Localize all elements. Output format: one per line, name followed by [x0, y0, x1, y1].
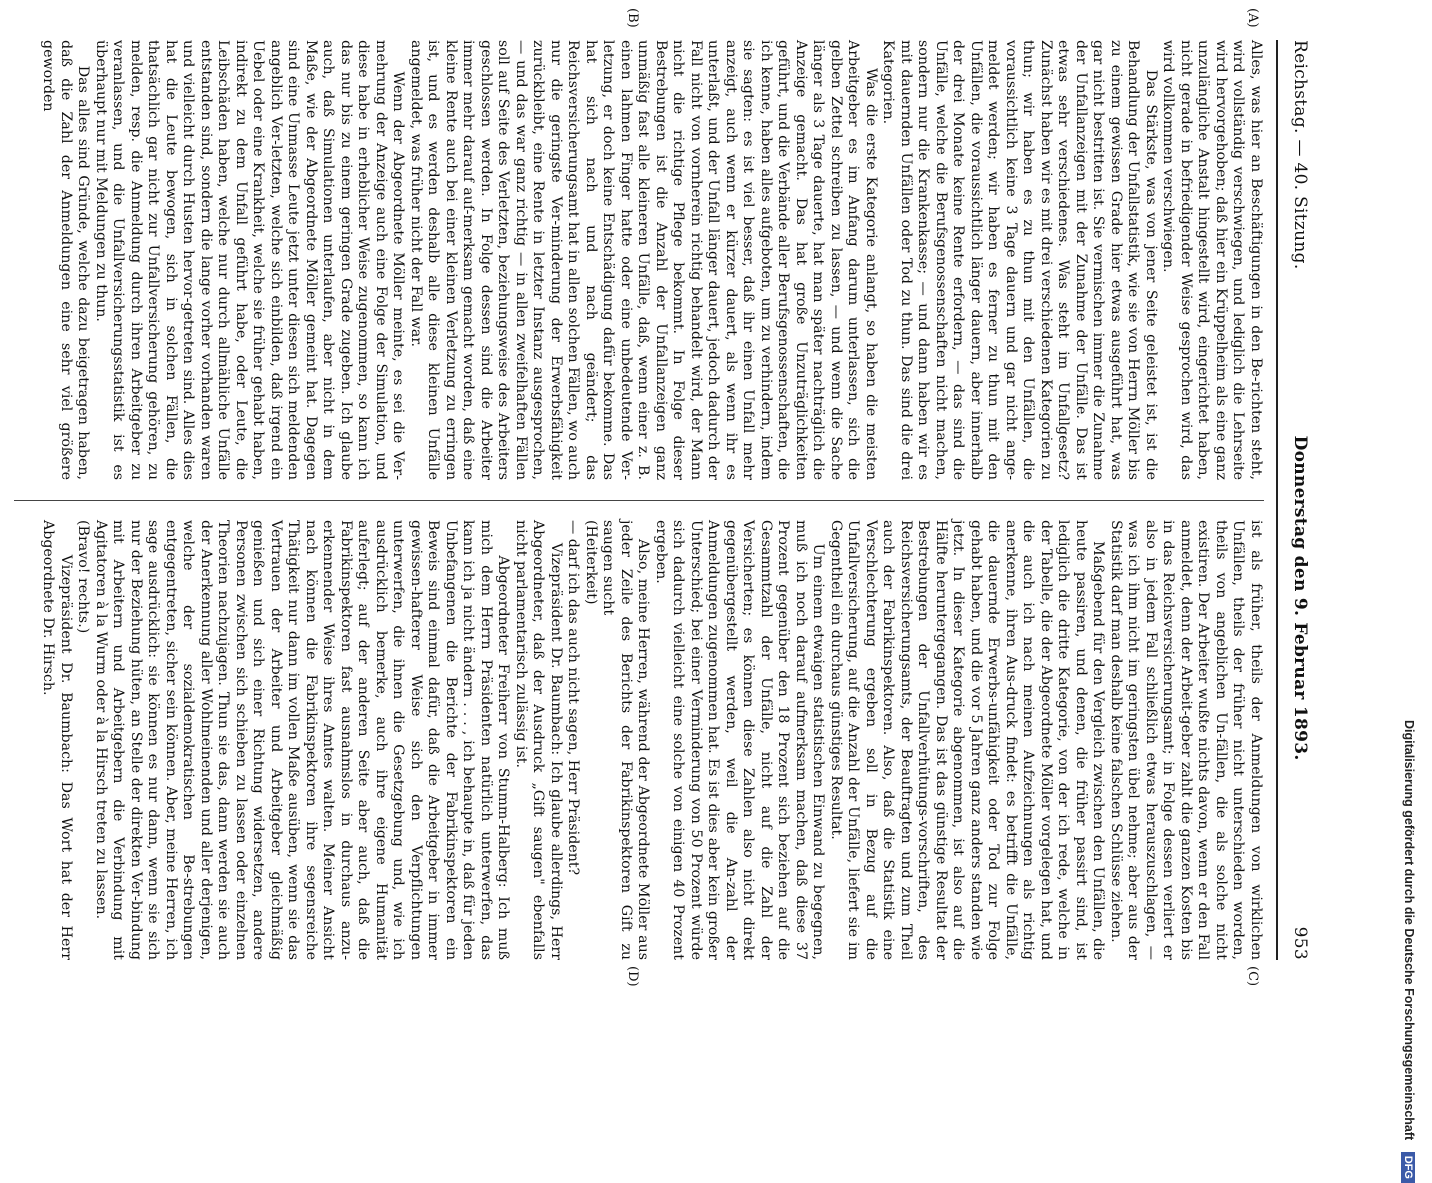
header-rule: [1276, 40, 1278, 960]
page-header: [1280, 40, 1320, 960]
margin-mark-b: (B): [625, 8, 640, 28]
margin-mark-d: (D): [625, 966, 640, 987]
dfg-badge: DFG: [1401, 1152, 1415, 1183]
left-column-text: Alles, was hier an Beschäftigungen in den Be-richten steht, wird vollständig verschwiegen, und lediglich die Lehrseite wird hervorgehoben; daß hier ein Krüppelheim als eine ganz unzulängliche Anstalt hingestellt wird, eingerichtet haben, nicht gerade in befriedigender Weise gesprochen wird, das wird vollkommen verschwiegen. Das Stärkste, was von jener Seite geleistet ist, ist die Behandlung der Unfallstatistik, wie sie von Herrn Möller bis zu einem gewissen Grade hier etwas ausgeführt hat, was gar nicht bestritten ist. Sie vermischen immer die Zunahme der Unfallanzeigen mit der Zunahme der Unfälle. Das ist etwas sehr verschiedenes. Was steht im Unfallgesetz? Zunächst haben wir es mit drei verschiedenen Kategorien zu thun; wir haben es zu thun mit den Unfällen, die voraussichtlich keine 3 Tage dauern und gar nicht ange-meldet werden; wir haben es ferner zu thun mit den Unfällen, die voraussichtlich länger dauern, aber innerhalb der drei Monate keine Rente erfordern, — das sind die Unfälle, welche die Berufsgenossenschaften nicht machen, sondern nur die Krankenkasse; — und dann haben wir es mit dauernden Unfällen oder Tod zu thun. Das sind die drei Kategorien. Was die erste Kategorie anlangt, so haben die meisten Arbeitgeber es im Anfang darum unterlassen, sich die gelben Zettel schreiben zu lassen, — und wenn die Sache länger als 3 Tage dauerte, hat man später nachträglich die Anzeige gemacht. Das hat große Unzuträglichkeiten geführt, und die Verbände aller Berufsgenossenschaften, die ich kenne, haben alles aufgeboten, um zu verhindern, indem sie sagten: es ist viel besser, daß ihr einen Unfall mehr anzeigt, auch wenn er kürzer dauert, als wenn ihr es unterlaßt, und der Unfall länger dauert, jedoch dadurch der Fall nicht von vornherein richtig behandelt wird, der Mann nicht die richtige Pflege bekommt. In Folge dieser Bestrebungen ist die Anzahl der Unfallanzeigen ganz unmäßig fast alle kleineren Unfälle, daß, wenn einer z. B. einen lahmen Finger hatte oder eine unbedeutende Ver-letzung, er doch keine Entschädigung dafür bekomme. Das hat sich nach und nach geändert; das Reichsversicherungsamt hat in allen solchen Fällen, wo auch nur die geringste Ver-minderung der Erwerbsfähigkeit zurückbleibt, eine Rente in letzter Instanz ausgesprochen, — und das war ganz richtig — in allen zweifelhaften Fällen soll auf Seite des Verletzten, beziehungsweise des Arbeiters geschlossen werden. In Folge dessen sind die Arbeiter immer mehr darauf auf-merksam gemacht worden, daß eine kleine Rente auch bei einer kleinen Verletzung zu erringen ist, und es werden deshalb alle diese kleinen Unfälle angemeldet, was früher nicht der Fall war. Wenn der Abgeordnete Möller meinte, es sei die Ver-mehrung der Anzeige auch eine Folge der Simulation, und diese habe in erheblicher Weise zugenommen, so kann ich das nur bis zu einem geringen Grade zugeben. Ich glaube auch, daß Simulationen unterlaufen, aber nicht in dem Maße, wie der Abgeordnete Möller gemeint hat. Dagegen sind eine Unmasse Leute jetzt unter diesen sich meldenden angeblich Ver-letzten, welche sich einbilden, daß irgend ein Uebel oder eine Krankheit, welche sie früher gehabt haben, indirekt zu dem Unfall geführt habe, oder Leute, die Leibschäden haben, welche nur durch allmähliche Unfälle entstanden sind, sondern die lange vorher vorhanden waren und vielleicht durch Husten hervor-getreten sind. Alles dies hat die Leute bewogen, sich in solchen Fällen, die thatsächlich gar nicht zur Unfallversicherung gehören, zu melden, resp. die Anmeldung durch ihren Arbeitgeber zu veranlassen, und die Unfallversicherungsstatistik ist es überhaupt nur mit Meldungen zu thun. Das alles sind Gründe, welche dazu beigetragen haben, daß die Zahl der Anmeldungen eine sehr viel größere geworden: [40, 40, 1264, 480]
page-number: 953: [1290, 926, 1310, 960]
digitization-credit: [1400, 20, 1432, 1179]
column-divider: [14, 500, 1264, 501]
header-date: Donnerstag den 9. Februar 1893.: [1290, 435, 1310, 761]
credit-text: Digitalisierung gefördert durch die Deutsche Forschungsgemeinschaft: [1402, 720, 1416, 1141]
margin-mark-a: (A): [1245, 8, 1260, 28]
right-column-text: ist als früher, theils der Anmeldungen von wirklichen Unfällen, theils der früher nicht unterschieden worden, theils von angeblichen Un-fällen, die als solche nicht existiren. Der Arbeiter wußte nichts davon, wenn er den Fall anmeldet, denn der Arbeit-geber zahlt die ganzen Kosten bis in das Reichsversicherungsamt; in Folge dessen verliert er also in jedem Fall schließlich etwas herauszuschlagen, — was ich ihm nicht im geringsten übel nehme; aber aus der Statistik darf man deshalb keine falschen Schlüsse ziehen. Maßgebend für den Vergleich zwischen den Unfällen, die heute passiren, und denen, die früher passirt sind, ist lediglich die dritte Kategorie, von der ich rede, welche in der Tabelle, die der Abgeordnete Möller vorgelegen hat, und die auch ich nach meinen Aufzeichnungen als richtig anerkenne, ihren Aus-druck findet: es betrifft die Unfälle, die dauernde Erwerbs-unfähigkeit oder Tod zur Folge gehabt haben, und die vor 5 Jahren ganz anders standen wie jetzt. In dieser Kategorie abgenommen, ist also auf die Hälfte heruntergegangen. Das ist das günstige Resultat der Bestrebungen der Unfallverhütungs-vorschriften, des Reichsversicherungsamts, der Beauftragten und zum Theil auch der Fabrikinspektoren. Also, daß die Statistik eine Verschlechterung ergeben soll in Bezug auf die Unfallversicherung, auf die Anzahl der Unfälle, liefert sie im Gegentheil ein durchaus günstiges Resultat. Um einem etwaigen statistischen Einwand zu begegnen, muß ich noch darauf aufmerksam machen, daß diese 37 Prozent gegenüber den 18 Prozent sich beziehen auf die Gesammtzahl der Unfälle, nicht auf die Zahl der Versicherten; es können diese Zahlen also nicht direkt gegenübergestellt werden, weil die An-zahl der Anmeldungen zugenommen hat. Es ist dies aber kein großer Unterschied; bei einer Verminderung von 50 Prozent würde sich dadurch vielleicht eine solche von einigen 40 Prozent ergeben. Also, meine Herren, während der Abgeordnete Möller aus jeder Zeile des Berichts der Fabrikinspektoren Gift zu saugen sucht (Heiterkeit) — darf ich das auch nicht sagen, Herr Präsident? Vizepräsident Dr. Baumbach: Ich glaube allerdings, Herr Abgeordneter, daß der Ausdruck „Gift saugen" ebenfalls nicht parlamentarisch zulässig ist. Abgeordneter Freiherr von Stumm-Halberg: Ich muß mich dem Herrn Präsidenten natürlich unterwerfen, das kann ich ja nicht ändern . . . , ich behaupte in, daß für jeden Unbefangenen die Berichte der Fabrikinspektoren ein Beweis sind einmal dafür, daß die Arbeitgeber in immer gewissen-hafterer Weise sich den Verpflichtungen unterwerfen, die ihnen die Gesetzgebung und, wie ich ausdrücklich bemerke, auch ihre eigene Humanität auferlegt; auf der anderen Seite aber auch, daß die Fabrikinspektoren fast ausnahmslos in durchaus anzu-erkennender Weise ihres Amtes walten. Meiner Ansicht nach können die Fabrikinspektoren ihre segensreiche Thätigkeit nur dann im vollen Maße ausüben, wenn sie das Vertrauen der Arbeiter und Arbeitgeber gleichmäßig genießen und sich einer Richtung widersetzen, andere Personen zwischen sich schieben zu lassen oder einzelnen Theorien nachzujagen. Thun sie das, dann werden sie auch der Anerkennung aller Wohlmeinenden und aller derjenigen, welche der sozialdemokratischen Be-strebungen entgegentreten, sicher sein können. Aber, meine Herren, ich sage ausdrücklich: sie können es nur dann, wenn sie sich nur der Beziehung hüten, an Stelle der direkten Ver-bindung mit Arbeitern und Arbeitgebern die Verbindung mit Agitatoren à la Wurm oder à la Hirsch treten zu lassen. (Bravo! rechts.) Vizepräsident Dr. Baumbach: Das Wort hat der Herr Abgeordnete Dr. Hirsch.: [40, 520, 1264, 960]
margin-mark-c: (C): [1245, 966, 1260, 987]
header-session: Reichstag. — 40. Sitzung.: [1290, 40, 1310, 270]
